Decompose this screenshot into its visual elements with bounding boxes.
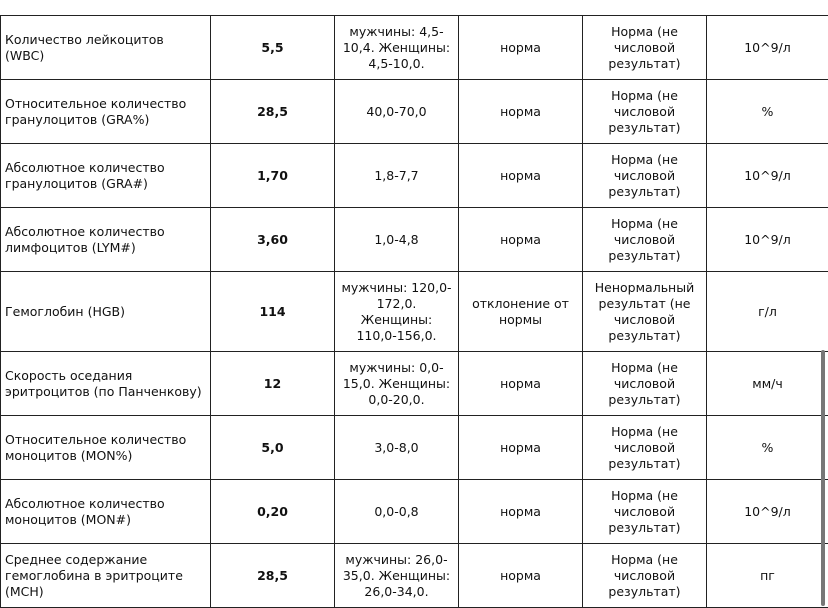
test-value: 0,20 [211, 480, 335, 544]
result-conclusion: Норма (не числовой результат) [583, 480, 707, 544]
result-conclusion: Норма (не числовой результат) [583, 352, 707, 416]
test-name: Абсолютное количество лимфоцитов (LYM#) [1, 208, 211, 272]
result-conclusion: Ненормальный результат (не числовой результат) [583, 272, 707, 352]
test-name: Относительное количество гранулоцитов (GRA%) [1, 80, 211, 144]
table-row [1, 544, 828, 608]
vertical-scrollbar[interactable] [821, 350, 825, 606]
result-status: норма [459, 480, 583, 544]
unit: % [707, 80, 828, 144]
table-row [1, 352, 828, 416]
test-name: Среднее содержание гемоглобина в эритроците (MCH) [1, 544, 211, 608]
result-conclusion: Норма (не числовой результат) [583, 144, 707, 208]
result-status: норма [459, 416, 583, 480]
result-status: норма [459, 544, 583, 608]
reference-range: 0,0-0,8 [335, 480, 459, 544]
reference-range: 1,8-7,7 [335, 144, 459, 208]
result-status: норма [459, 80, 583, 144]
unit: 10^9/л [707, 480, 828, 544]
reference-range: 1,0-4,8 [335, 208, 459, 272]
reference-range: мужчины: 4,5-10,4. Женщины: 4,5-10,0. [335, 16, 459, 80]
reference-range: мужчины: 120,0-172,0. Женщины: 110,0-156,0. [335, 272, 459, 352]
test-value: 1,70 [211, 144, 335, 208]
reference-range: 40,0-70,0 [335, 80, 459, 144]
test-name: Скорость оседания эритроцитов (по Панченкову) [1, 352, 211, 416]
result-conclusion: Норма (не числовой результат) [583, 416, 707, 480]
table-row [1, 80, 828, 144]
test-value: 12 [211, 352, 335, 416]
result-conclusion: Норма (не числовой результат) [583, 16, 707, 80]
table-row [1, 272, 828, 352]
reference-range: мужчины: 0,0-15,0. Женщины: 0,0-20,0. [335, 352, 459, 416]
table-row [1, 480, 828, 544]
test-value: 114 [211, 272, 335, 352]
table-row [1, 208, 828, 272]
result-status: норма [459, 16, 583, 80]
test-name: Количество лейкоцитов (WBC) [1, 16, 211, 80]
result-conclusion: Норма (не числовой результат) [583, 544, 707, 608]
test-value: 28,5 [211, 544, 335, 608]
test-value: 3,60 [211, 208, 335, 272]
test-name: Гемоглобин (HGB) [1, 272, 211, 352]
result-status: отклонение от нормы [459, 272, 583, 352]
result-conclusion: Норма (не числовой результат) [583, 80, 707, 144]
reference-range: мужчины: 26,0-35,0. Женщины: 26,0-34,0. [335, 544, 459, 608]
test-name: Относительное количество моноцитов (MON%) [1, 416, 211, 480]
unit: % [707, 416, 828, 480]
unit: 10^9/л [707, 208, 828, 272]
table-row [1, 16, 828, 80]
table-row [1, 416, 828, 480]
result-status: норма [459, 208, 583, 272]
table-row [1, 144, 828, 208]
unit: г/л [707, 272, 828, 352]
test-name: Абсолютное количество моноцитов (MON#) [1, 480, 211, 544]
unit: 10^9/л [707, 16, 828, 80]
unit: мм/ч [707, 352, 828, 416]
unit: пг [707, 544, 828, 608]
test-value: 5,0 [211, 416, 335, 480]
lab-results-table [0, 15, 828, 608]
result-conclusion: Норма (не числовой результат) [583, 208, 707, 272]
reference-range: 3,0-8,0 [335, 416, 459, 480]
test-name: Абсолютное количество гранулоцитов (GRA#) [1, 144, 211, 208]
unit: 10^9/л [707, 144, 828, 208]
test-value: 28,5 [211, 80, 335, 144]
result-status: норма [459, 352, 583, 416]
result-status: норма [459, 144, 583, 208]
test-value: 5,5 [211, 16, 335, 80]
